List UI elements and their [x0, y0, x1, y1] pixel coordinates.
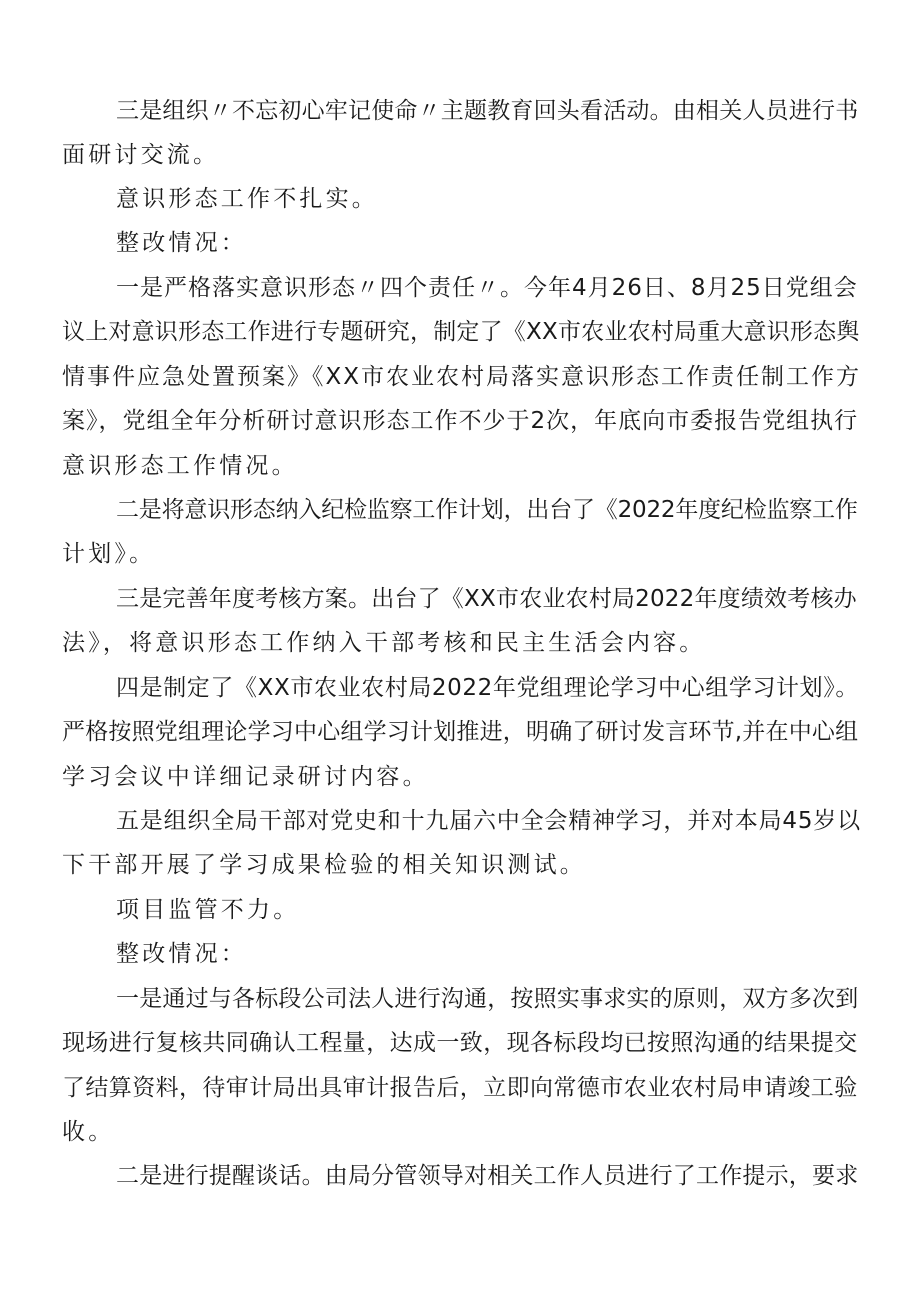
- paragraph-line: 五是组织全局干部对党史和十九届六中全会精神学习，并对本局45岁以: [116, 808, 861, 834]
- paragraph-line: 二是进行提醒谈话。由局分管领导对相关工作人员进行了工作提示，要求: [116, 1163, 859, 1189]
- heading-line: 意识形态工作不扎实。: [116, 186, 378, 212]
- paragraph-line: 二是将意识形态纳入纪检监察工作计划，出台了《2022年度纪检监察工作: [116, 497, 858, 523]
- paragraph-line: 一是通过与各标段公司法人进行沟通，按照实事求实的原则，双方多次到: [116, 986, 859, 1012]
- paragraph-line: 三是完善年度考核方案。出台了《XX市农业农村局2022年度绩效考核办: [116, 586, 857, 612]
- paragraph-line: 现场进行复核共同确认工程量，达成一致，现各标段均已按照沟通的结果提交: [62, 1030, 858, 1056]
- paragraph-line: 法》，将意识形态工作纳入干部考核和民主生活会内容。: [62, 630, 706, 656]
- paragraph-line: 下干部开展了学习成果检验的相关知识测试。: [62, 852, 586, 878]
- paragraph-line: 面研讨交流。: [62, 142, 220, 168]
- paragraph-line: 四是制定了《XX市农业农村局2022年党组理论学习中心组学习计划》。: [116, 675, 859, 701]
- paragraph-line: 三是组织〃不忘初心牢记使命〃主题教育回头看活动。由相关人员进行书: [116, 98, 859, 124]
- paragraph-line: 计划》。: [62, 541, 156, 567]
- heading-line: 项目监管不力。: [116, 897, 300, 923]
- paragraph-line: 情事件应急处置预案》《XX市农业农村局落实意识形态工作责任制工作方: [62, 364, 862, 390]
- paragraph-line: 议上对意识形态工作进行专题研究，制定了《XX市农业农村局重大意识形态舆: [62, 319, 860, 345]
- paragraph-line: 了结算资料，待审计局出具审计报告后，立即向常德市农业农村局申请竣工验: [62, 1075, 858, 1101]
- heading-line: 整改情况：: [116, 230, 247, 256]
- paragraph-line: 意识形态工作情况。: [62, 453, 298, 479]
- heading-line: 整改情况：: [116, 941, 247, 967]
- paragraph-line: 一是严格落实意识形态〃四个责任〃。今年4月26日、8月25日党组会: [116, 275, 858, 301]
- paragraph-line: 学习会议中详细记录研讨内容。: [62, 764, 429, 790]
- paragraph-line: 严格按照党组理论学习中心组学习计划推进，明确了研讨发言环节,并在中心组: [62, 719, 859, 745]
- paragraph-line: 案》，党组全年分析研讨意识形态工作不少于2次，年底向市委报告党组执行: [62, 408, 859, 434]
- paragraph-line: 收。: [62, 1119, 115, 1145]
